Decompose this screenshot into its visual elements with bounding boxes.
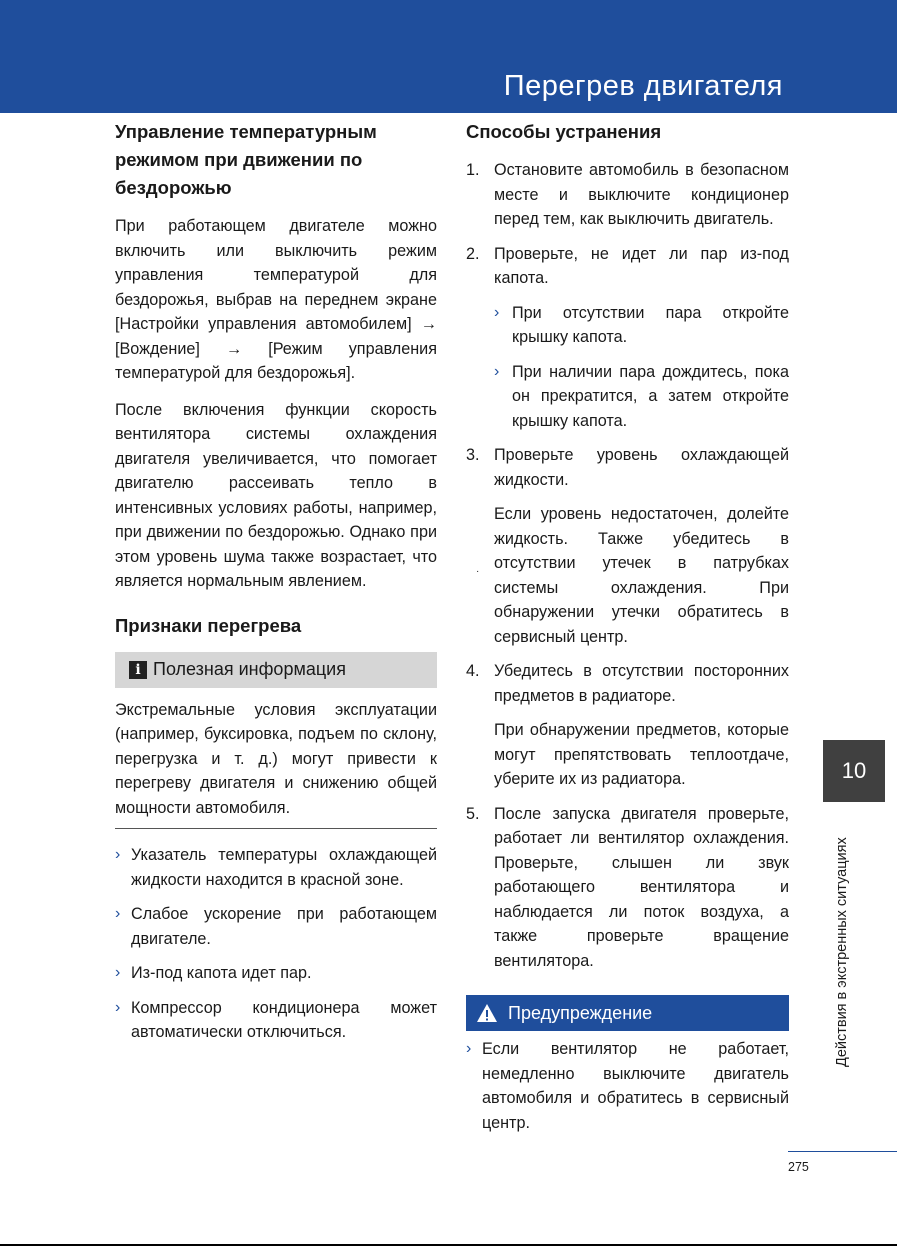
list-item: › Указатель температуры охлаждающей жидкости находится в красной зоне. <box>115 843 437 892</box>
section-title-overheat-signs: Признаки перегрева <box>115 614 302 636</box>
chevron-right-icon: › <box>466 1040 472 1057</box>
info-box-title: Полезная информация <box>153 659 346 680</box>
chevron-right-icon: › <box>115 964 121 981</box>
step-item: 3. Проверьте уровень охлаждающей жидкости. <box>466 446 789 489</box>
page-title: Перегрев двигателя <box>503 70 783 102</box>
step-detail: Если уровень недостаточен, долейте жидкость. Также убедитесь в отсутствии утечек в патрубках системы охлаждения. При обнаружении утечки обратитесь в сервисный центр. <box>494 505 789 646</box>
step-item: 2. Проверьте, не идет ли пар из-под капота. <box>466 244 789 287</box>
chapter-label: Действия в экстренных ситуациях <box>834 837 850 1067</box>
paragraph-fan-speed: После включения функции скорость вентилятора системы охлаждения двигателя увеличивается, что помогает двигателю рассеивать тепло в интенсивных условиях работы, например, при движении по бездорожью. Однако при этом уровень шума также возрастает, что является нормальным явлением. <box>115 400 437 590</box>
header-edge <box>893 0 897 113</box>
paragraph-offroad-mode: При работающем двигателе можно включить или выключить режим управления температурой для бездорожья, выбрав на переднем экране [Настройки управления автомобилем] → [Вождение] → [Режим управления температурой для бездорожья]. <box>115 217 437 382</box>
page-number: 275 <box>788 1160 809 1174</box>
step-sublist <box>494 301 789 434</box>
left-column <box>115 118 437 1055</box>
page-header <box>0 0 893 113</box>
chevron-right-icon: › <box>494 303 500 321</box>
step-item: 4. Убедитесь в отсутствии посторонних предметов в радиаторе. <box>466 662 789 705</box>
chevron-right-icon: › <box>494 362 500 380</box>
page-number-rule <box>788 1151 897 1152</box>
list-item: › При наличии пара дождитесь, пока он прекратится, а затем откройте крышку капота. <box>494 360 789 434</box>
warning-triangle-icon <box>476 1003 498 1023</box>
list-item: › Компрессор кондиционера может автоматически отключиться. <box>115 996 437 1045</box>
list-item: › При отсутствии пара откройте крышку капота. <box>494 301 789 350</box>
info-box-text: Экстремальные условия эксплуатации (например, буксировка, подъем по склону, перегрузка и т. д.) могут привести к перегреву двигателя и снижению общей мощности автомобиля. <box>115 700 437 817</box>
list-item: › Слабое ускорение при работающем двигателе. <box>115 902 437 951</box>
divider <box>115 828 437 829</box>
warning-box-header <box>466 995 789 1031</box>
chevron-right-icon: › <box>115 905 121 922</box>
step-detail: При обнаружении предметов, которые могут препятствовать теплоотдаче, уберите их из радиатора. <box>494 721 789 788</box>
right-column <box>466 118 789 1145</box>
section-title-remedies: Способы устранения <box>466 121 662 142</box>
info-box-header <box>115 652 437 688</box>
chapter-tab: 10 <box>823 740 885 802</box>
info-icon: i <box>129 661 147 679</box>
chevron-right-icon: › <box>115 846 121 863</box>
bottom-rule <box>0 1244 897 1246</box>
list-item: › Если вентилятор не работает, немедленно выключите двигатель автомобиля и обратитесь в сервисный центр. <box>466 1037 789 1135</box>
step-item: 1. Остановите автомобиль в безопасном месте и выключите кондиционер перед тем, как выключить двигатель. <box>466 161 789 228</box>
step-item: 5. После запуска двигателя проверьте, работает ли вентилятор охлаждения. Проверьте, слышен ли звук работающего вентилятора и наблюдается ли поток воздуха, а также проверьте вращение вентилятора. <box>466 804 789 970</box>
list-item: › Из-под капота идет пар. <box>115 961 437 986</box>
chevron-right-icon: › <box>115 998 121 1016</box>
warning-box-title: Предупреждение <box>508 1002 653 1023</box>
stray-dot: · <box>476 566 480 577</box>
section-title-offroad: Управление температурным режимом при движении по бездорожью <box>115 121 377 198</box>
